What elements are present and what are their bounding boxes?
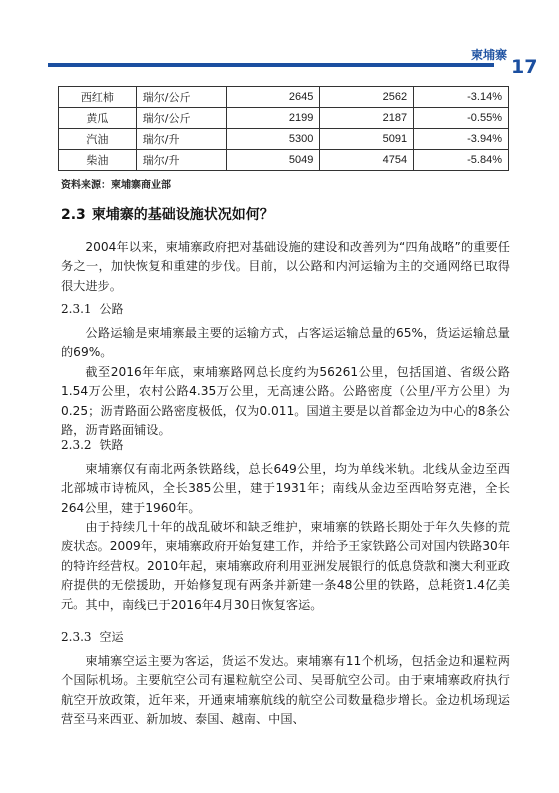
subheading-roads-number: 2.3.1 [61,302,92,316]
table-cell-value-b: 5091 [320,129,414,150]
table-cell-value-b: 2562 [320,87,414,108]
roads-paragraph-1: 公路运输是柬埔寨最主要的运输方式，占客运运输总量的65%，货运运输总量的69%。 [61,326,510,360]
table-row [59,108,509,129]
price-table [58,86,509,171]
table-cell-change: -0.55% [414,108,509,129]
subheading-railway [61,436,124,453]
table-row [59,129,509,150]
table-cell-item: 黄瓜 [59,108,137,129]
table-row [59,150,509,171]
subheading-roads [61,300,124,317]
table-cell-unit: 瑞尔/公斤 [136,87,226,108]
section-title: 柬埔寨的基础设施状况如何？ [91,207,274,223]
table-cell-change: -3.94% [414,129,509,150]
subheading-air [61,628,124,645]
section-intro-paragraph: 2004年以来，柬埔寨政府把对基础设施的建设和改善列为“四角战略”的重要任务之一，加快恢复和重建的步伐。目前，以公路和内河运输为主的交通网络已取得很大进步。 [61,240,510,293]
table-cell-item: 西红柿 [59,87,137,108]
roads-paragraph-2: 截至2016年年底，柬埔寨路网总长度约为56261公里，包括国道、省级公路1.54万公里，农村公路4.35万公里，无高速公路。公路密度（公里/平方公里）为0.25；沥青路面公路密度极低，仅为0.011。国道主要是以首都金边为中心的8条公路，沥青路面铺设。 [61,365,510,437]
table-cell-item: 柴油 [59,150,137,171]
running-header-title: 柬埔寨 [471,48,508,62]
header-rule [48,63,494,67]
railway-paragraph-1: 柬埔寨仅有南北两条铁路线，总长649公里，均为单线米轨。北线从金边至西北部城市诗梳风，全长385公里，建于1931年；南线从金边至西哈努克港，全长264公里，建于1960年。 [61,462,510,515]
section-heading [61,204,274,224]
page-number: 17 [511,56,538,78]
table-cell-value-a: 2199 [226,108,320,129]
railway-paragraph-3: 其中，南线已于2016年4月30日恢复客运。 [85,598,323,612]
table-source: 资料来源：柬埔寨商业部 [61,180,171,191]
table-cell-item: 汽油 [59,129,137,150]
table-cell-unit: 瑞尔/公斤 [136,108,226,129]
table-cell-change: -3.14% [414,87,509,108]
table-cell-unit: 瑞尔/升 [136,129,226,150]
table-cell-value-b: 2187 [320,108,414,129]
subheading-roads-title: 公路 [99,302,124,316]
table-cell-value-a: 2645 [226,87,320,108]
table-cell-value-a: 5300 [226,129,320,150]
subheading-railway-number: 2.3.2 [61,438,92,452]
subheading-railway-title: 铁路 [99,438,124,452]
table-cell-change: -5.84% [414,150,509,171]
railway-paragraph-2: 由于持续几十年的战乱破坏和缺乏维护，柬埔寨的铁路长期处于年久失修的荒废状态。2009年，柬埔寨政府开始复建工作，并给予王家铁路公司对国内铁路30年的特许经营权。2010年起，柬埔寨政府利用亚洲发展银行的低息贷款和澳大利亚政府提供的无偿援助，开始修复现有两条并新建一条48公里的铁路，总耗资1.4亿美元。 [61,520,510,612]
subheading-air-title: 空运 [99,630,124,644]
table-cell-value-b: 4754 [320,150,414,171]
table-row [59,87,509,108]
table-cell-unit: 瑞尔/升 [136,150,226,171]
air-paragraph-1: 柬埔寨空运主要为客运，货运不发达。柬埔寨有11个机场，包括金边和暹粒两个国际机场。主要航空公司有暹粒航空公司、吴哥航空公司。由于柬埔寨政府执行航空开放政策，近年来，开通柬埔寨航线的航空公司数量稳步增长。金边机场现运营至马来西亚、新加坡、泰国、越南、中国、 [61,654,510,726]
section-number: 2.3 [61,207,86,223]
subheading-air-number: 2.3.3 [61,630,92,644]
table-cell-value-a: 5049 [226,150,320,171]
